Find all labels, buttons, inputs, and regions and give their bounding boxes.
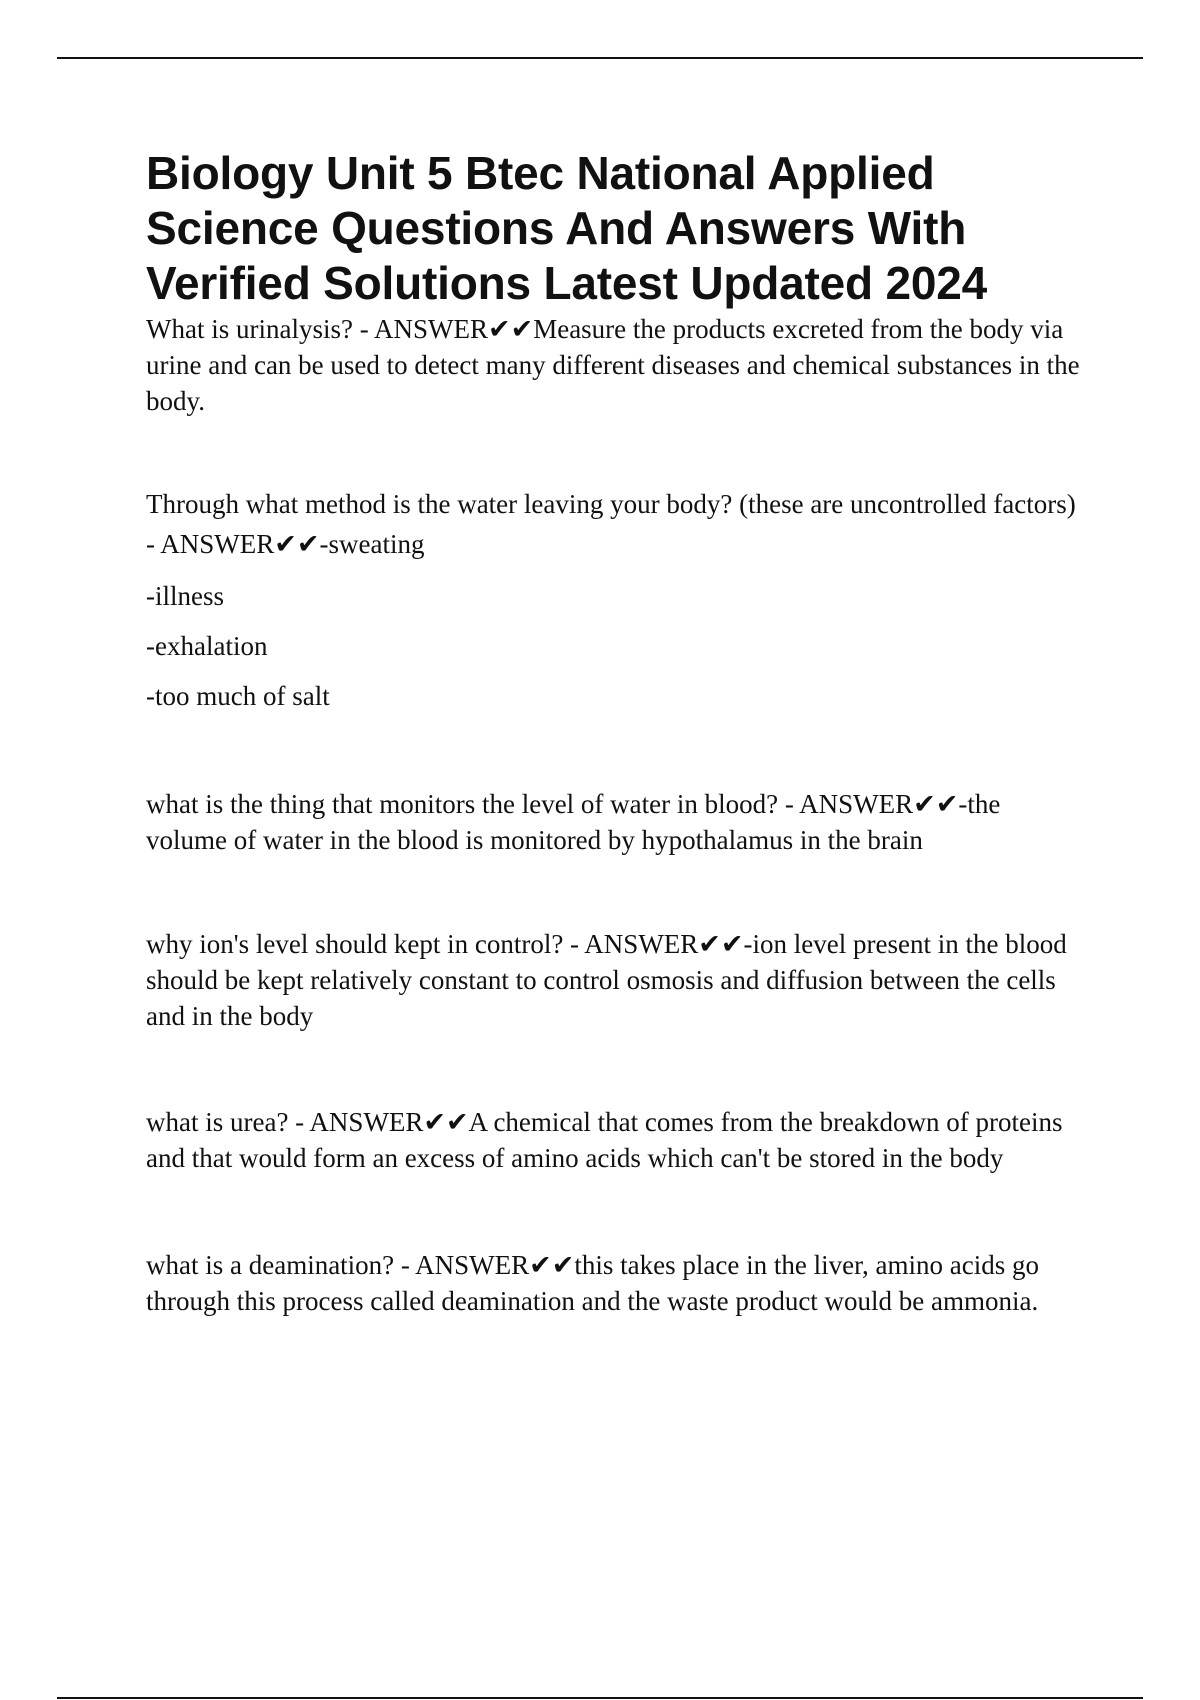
answer-list-item: -too much of salt <box>146 681 330 711</box>
top-divider <box>57 57 1143 59</box>
qa-item-water-monitor: what is the thing that monitors the level of water in blood? - ANSWER✔✔-the volume of water in the blood is monitored by hypothalamus in the brain <box>146 789 1001 855</box>
bottom-divider <box>57 1697 1143 1699</box>
answer-list-item: -illness <box>146 581 224 611</box>
qa-item-deamination: what is a deamination? - ANSWER✔✔this takes place in the liver, amino acids go through this process called deamination and the waste product would be ammonia. <box>146 1250 1039 1316</box>
answer-list-item: -exhalation <box>146 631 268 661</box>
qa-item-urea: what is urea? - ANSWER✔✔A chemical that comes from the breakdown of proteins and that would form an excess of amino acids which can't be stored in the body <box>146 1107 1063 1173</box>
qa-item-water-leaving: Through what method is the water leaving your body? (these are uncontrolled factors) - ANSWER✔✔-sweating <box>146 489 1076 559</box>
document-title: Biology Unit 5 Btec National Applied Science Questions And Answers With Verified Solutions Latest Updated 2024 <box>146 147 988 309</box>
qa-item-urinalysis: What is urinalysis? - ANSWER✔✔Measure the products excreted from the body via urine and can be used to detect many different diseases and chemical substances in the body. <box>146 314 1080 416</box>
qa-item-ion-level: why ion's level should kept in control? - ANSWER✔✔-ion level present in the blood should be kept relatively constant to control osmosis and diffusion between the cells and in the body <box>146 929 1067 1031</box>
document-body <box>146 146 1086 1319</box>
